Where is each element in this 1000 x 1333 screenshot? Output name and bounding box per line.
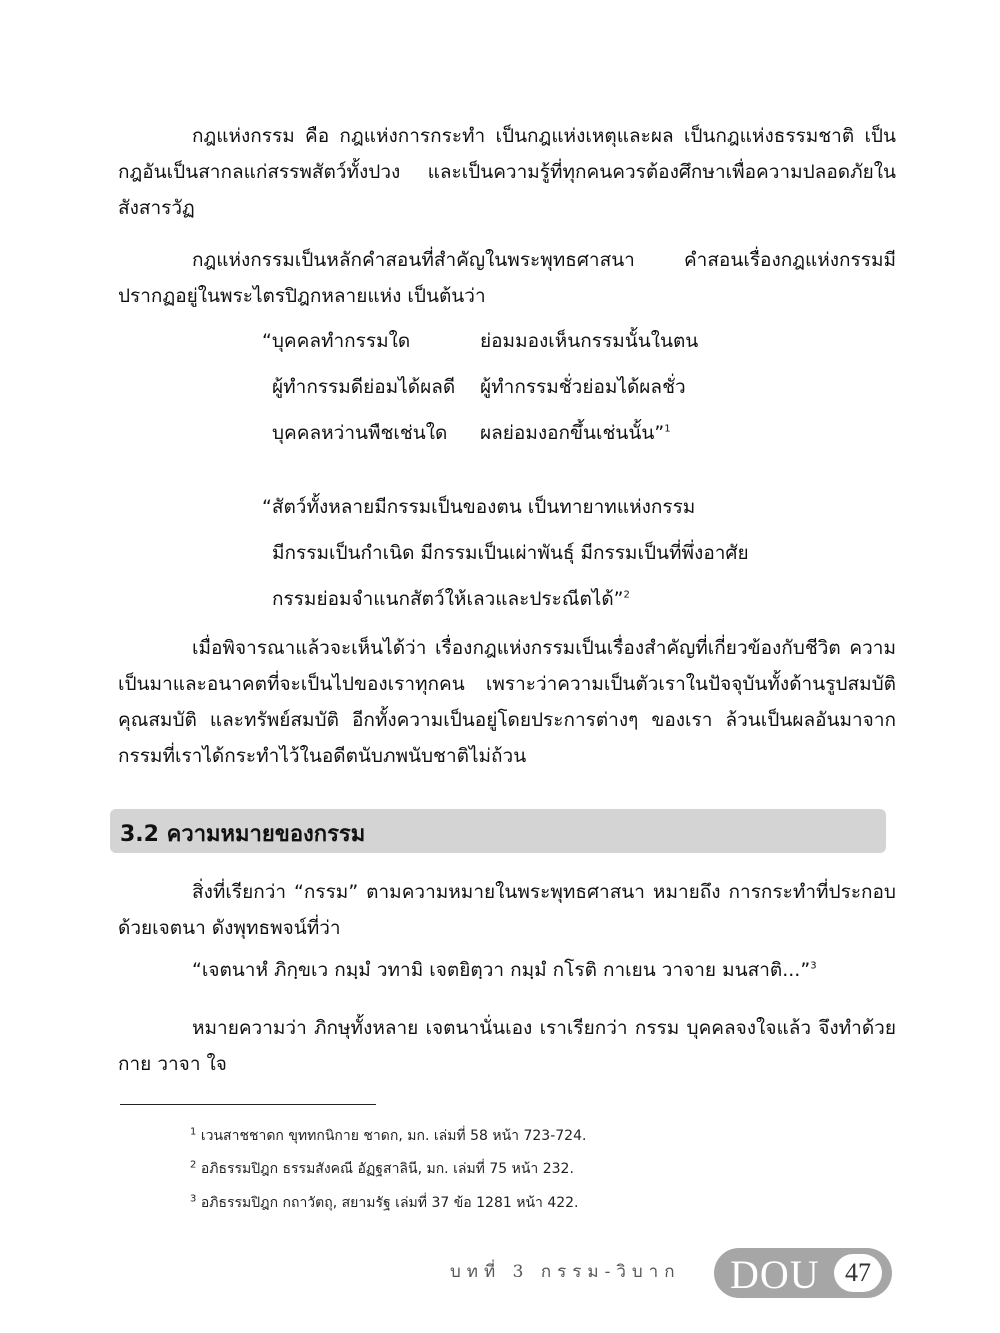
section-heading-bar <box>110 809 886 853</box>
footnote-text: อภิธรรมปิฎก ธรรมสังคณี อัฏฐสาลินี, มก. เล่มที่ 75 หน้า 232. <box>200 1161 574 1177</box>
verse-line-wrap <box>480 410 671 456</box>
verse-row <box>262 364 698 410</box>
paragraph-law-of-karma: กฎแห่งกรรม คือ กฎแห่งการกระทำ เป็นกฎแห่งเหตุและผล เป็นกฎแห่งธรรมชาติ เป็นกฎอันเป็นสากลแก่สรรพสัตว์ทั้งปวง และเป็นความรู้ที่ทุกคนควรต้องศึกษาเพื่อความปลอดภัยในสังสารวัฏ <box>118 125 896 219</box>
paragraph-consideration: เมื่อพิจารณาแล้วจะเห็นได้ว่า เรื่องกฎแห่งกรรมเป็นเรื่องสำคัญที่เกี่ยวข้องกับชีวิต ความเป็นมาและอนาคตที่จะเป็นไปของเราทุกคน เพราะว่าความเป็นตัวเราในปัจจุบันทั้งด้านรูปสมบัติ คุณสมบัติ และทรัพย์สมบัติ อีกทั้งความเป็นอยู่โดยประการต่างๆ ของเรา ล้วนเป็นผลอันมาจากกรรมที่เราได้กระทำไว้ในอดีตนับภพนับชาติไม่ถ้วน <box>118 637 896 767</box>
verse-quote-1 <box>262 318 698 456</box>
verse-line-wrap <box>262 576 749 622</box>
paragraph-karma-teaching: กฎแห่งกรรมเป็นหลักคำสอนที่สำคัญในพระพุทธศาสนา คำสอนเรื่องกฎแห่งกรรมมีปรากฏอยู่ในพระไตรปิฎกหลายแห่ง เป็นต้นว่า <box>118 249 896 307</box>
dou-page-badge <box>714 1248 892 1298</box>
footnote <box>190 1158 574 1180</box>
page-number: 47 <box>834 1254 882 1292</box>
footnote <box>190 1125 586 1147</box>
chapter-footer: บทที่ 3 กรรม-วิบาก <box>450 1262 681 1282</box>
paragraph-translation: หมายความว่า ภิกษุทั้งหลาย เจตนานั่นเอง เราเรียกว่า กรรม บุคคลจงใจแล้ว จึงทำด้วยกาย วาจา ใจ <box>118 1017 896 1075</box>
verse-quote-2 <box>262 484 749 622</box>
verse-row <box>262 410 698 456</box>
footnote-ref: 3 <box>810 960 817 972</box>
footnote-text: อภิธรรมปิฎก กถาวัตถุ, สยามรัฐ เล่มที่ 37 ข้อ 1281 หน้า 422. <box>200 1195 579 1211</box>
paragraph-meaning: สิ่งที่เรียกว่า “กรรม” ตามความหมายในพระพุทธศาสนา หมายถึง การกระทำที่ประกอบด้วยเจตนา ดังพุทธพจน์ที่ว่า <box>118 881 896 939</box>
footnote-text: เวนสาชชาดก ขุททกนิกาย ชาดก, มก. เล่มที่ 58 หน้า 723-724. <box>200 1128 587 1144</box>
verse-line: ผลย่อมงอกขึ้นเช่นนั้น” <box>480 422 665 444</box>
footnote-divider <box>120 1104 376 1105</box>
footnote-number: 2 <box>190 1159 197 1171</box>
footnote <box>190 1192 579 1214</box>
verse-line: กรรมย่อมจำแนกสัตว์ให้เลวและประณีตได้” <box>272 588 624 610</box>
section-heading: 3.2 ความหมายของกรรม <box>120 822 366 847</box>
footnote-ref: 2 <box>623 589 630 601</box>
verse-line: มีกรรมเป็นกำเนิด มีกรรมเป็นเผ่าพันธุ์ มีกรรมเป็นที่พึ่งอาศัย <box>272 542 749 564</box>
verse-line: “บุคคลทำกรรมใด <box>262 330 411 352</box>
verse-line: ย่อมมองเห็นกรรมนั้นในตน <box>480 330 699 352</box>
footnote-number: 3 <box>190 1193 197 1205</box>
verse-line: ผู้ทำกรรมชั่วย่อมได้ผลชั่ว <box>480 376 686 398</box>
pali-quote: “เจตนาหํ ภิกฺขเว กมฺมํ วทามิ เจตยิตฺวา กมฺมํ กโรติ กาเยน วาจาย มนสาติ...” <box>192 959 811 981</box>
footnote-ref: 1 <box>664 423 671 435</box>
verse-line: ผู้ทำกรรมดีย่อมได้ผลดี <box>272 376 456 398</box>
footnote-number: 1 <box>190 1126 197 1138</box>
verse-row <box>262 318 698 364</box>
verse-line: “สัตว์ทั้งหลายมีกรรมเป็นของตน เป็นทายาทแห่งกรรม <box>262 496 696 518</box>
paragraph-pali-quote <box>118 952 896 988</box>
verse-line: บุคคลหว่านพืชเช่นใด <box>272 422 448 444</box>
brand-logo: DOU <box>730 1252 820 1297</box>
